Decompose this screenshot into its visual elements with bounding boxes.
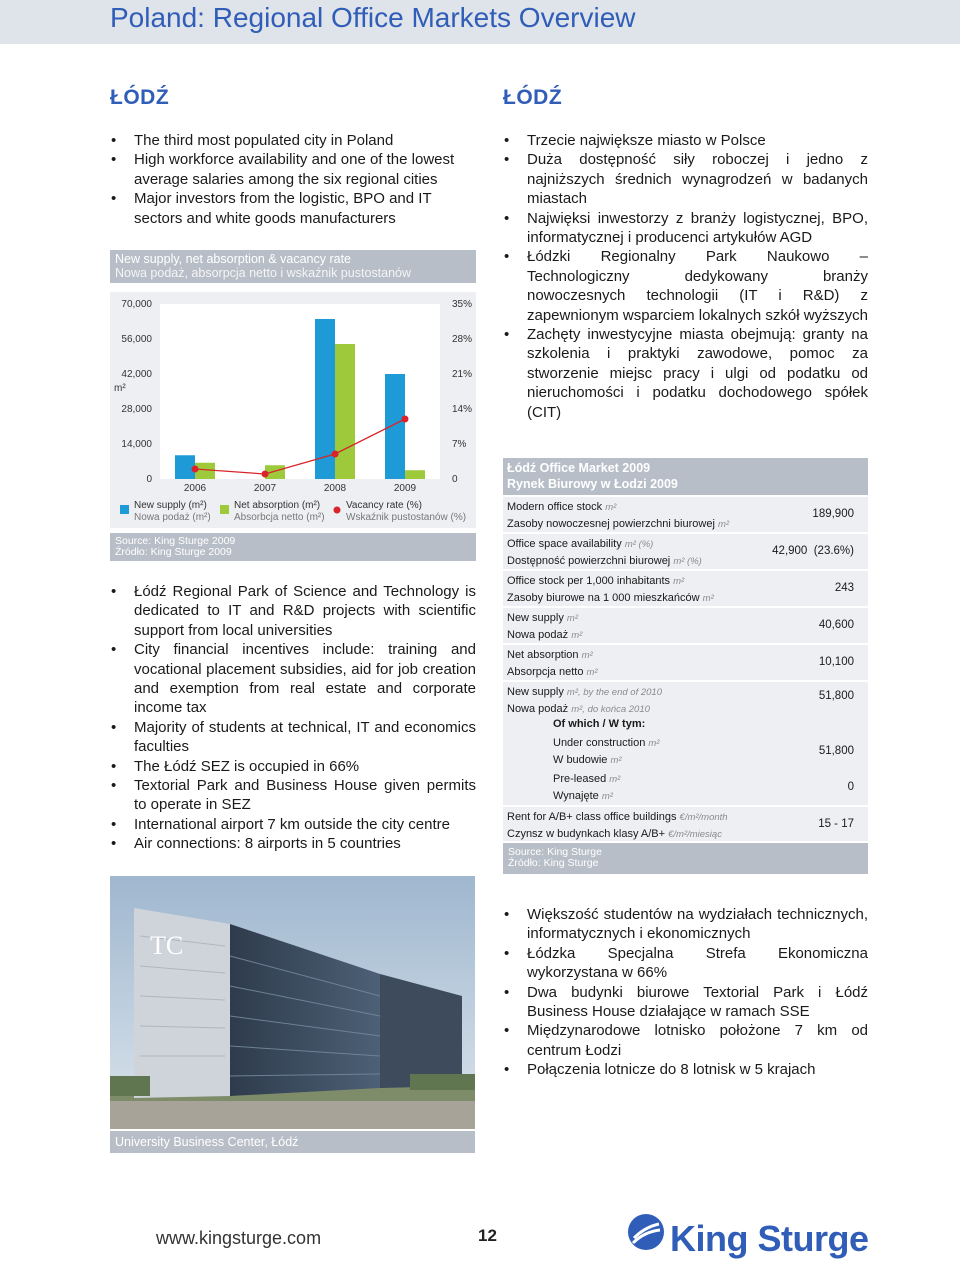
row-label-pl: Zasoby nowoczesnej powierzchni biurowej [507, 518, 715, 530]
list-item: • Majority of students at technical, IT and economics faculties [110, 718, 476, 757]
row-unit-en: m² [581, 650, 593, 661]
row-label-pl: Czynsz w budynkach klasy A/B+ [507, 828, 666, 840]
y2-tick-label: 35% [452, 299, 473, 310]
legend-net-absorption-swatch [220, 505, 229, 514]
row-unit-pl: m² [717, 519, 730, 530]
table-row [503, 571, 868, 606]
row-label-en: Modern office stock [507, 501, 603, 513]
row-label-pl: Dostępność powierzchni biurowej [507, 555, 671, 567]
legend-net-absorption-label-pl: Absorbcja netto (m²) [234, 512, 325, 523]
row-label-en: New supply [507, 612, 564, 624]
legend-vacancy-rate-label-en: Vacancy rate (%) [346, 500, 422, 511]
row-label-en: Office stock per 1,000 inhabitants [507, 575, 671, 587]
row-unit-en: m² [673, 576, 685, 587]
vacancy-rate-point [402, 416, 409, 423]
list-item: • Trzecie największe miasto w Polsce [503, 131, 868, 150]
vacancy-rate-point [332, 451, 339, 458]
legend-new-supply-swatch [120, 505, 129, 514]
bar-net-absorption [195, 463, 215, 479]
supply-absorption-chart [110, 292, 476, 528]
list-item: • Major investors from the logistic, BPO and IT sectors and white goods manufacturers [110, 189, 476, 228]
vacancy-rate-point [192, 466, 199, 473]
row-label-pl: Absorpcja netto [507, 666, 584, 678]
y-tick-label: 70,000 [121, 299, 152, 310]
chart-source-pl: Źródło: King Sturge 2009 [115, 546, 232, 558]
y2-tick-label: 7% [452, 439, 467, 450]
subrow-label-en: Under construction [553, 737, 646, 749]
x-tick-label: 2006 [183, 483, 207, 494]
bar-net-absorption [265, 465, 285, 479]
y-axis-label: m² [114, 383, 126, 394]
legend-net-absorption-label-en: Net absorption (m²) [234, 500, 321, 511]
list-item: • Najwięksi inwestorzy z branży logistycznej, BPO, informatycznej i producenci artykułów AGD [503, 209, 868, 248]
row-label-pl: Nowa podaż [507, 703, 569, 715]
list-item: • Dwa budynki biurowe Textorial Park i Łódź Business House działające w ramach SSE [503, 983, 868, 1022]
y-tick-label: 0 [146, 474, 152, 485]
vacancy-rate-point [262, 471, 269, 478]
page-title: Poland: Regional Office Markets Overview [110, 2, 636, 33]
table-source [503, 843, 868, 874]
subrow-label-en: Pre-leased [553, 773, 607, 785]
table-row [503, 682, 868, 805]
x-tick-label: 2007 [253, 483, 277, 494]
legend-new-supply-label-pl: Nowa podaż (m²) [134, 512, 211, 523]
chart-source-en: Source: King Sturge 2009 [115, 535, 236, 547]
right-bullet-list [503, 131, 868, 422]
row-label-en: Office space availability [507, 538, 622, 550]
row-value: 42,900 (23.6%) [772, 545, 854, 557]
row-unit-en: m², by the end of 2010 [566, 687, 662, 698]
market-title-en: Łódź Office Market 2009 [507, 461, 651, 475]
subrow-label [553, 735, 659, 769]
row-value: 10,100 [818, 656, 854, 668]
row-unit-pl: m² [702, 593, 714, 604]
table-source-pl: Źródło: King Sturge [508, 857, 599, 869]
left-bullet-list-2 [110, 582, 476, 854]
table-row [503, 645, 868, 680]
row-label-pl: Zasoby biurowe na 1 000 mieszkańców [507, 592, 700, 604]
market-title-pl: Rynek Biurowy w Łodzi 2009 [507, 477, 678, 491]
row-label-en: New supply [507, 686, 564, 698]
bar-net-absorption [335, 344, 355, 479]
row-unit-en: m² [566, 613, 578, 624]
list-item: • Połączenia lotnicze do 8 lotnisk w 5 krajach [503, 1060, 868, 1079]
row-value: 243 [834, 582, 854, 594]
subrow-unit-en: m² [648, 738, 660, 749]
list-item: • Textorial Park and Business House given permits to operate in SEZ [110, 776, 476, 815]
building-photo [110, 876, 475, 1129]
list-item: • Łódzki Regionalny Park Naukowo – Technologiczny dedykowany branży nowoczesnych technologii (IT i R&D) z zapewnionym wsparciem lokalnych szkół wyższych [503, 247, 868, 325]
row-label-en: Rent for A/B+ class office buildings [507, 811, 677, 823]
list-item: • International airport 7 km outside the city centre [110, 815, 476, 834]
page-number: 12 [478, 1226, 497, 1245]
building-sign: TC [150, 931, 184, 960]
list-item: • Air connections: 8 airports in 5 countries [110, 834, 476, 853]
x-tick-label: 2009 [393, 483, 417, 494]
photo-caption: University Business Center, Łódź [110, 1131, 475, 1153]
legend-new-supply-label-en: New supply (m²) [134, 500, 207, 511]
list-item: • Międzynarodowe lotnisko położone 7 km od centrum Łodzi [503, 1021, 868, 1060]
row-value: 15 - 17 [818, 818, 854, 830]
right-city-title: ŁÓDŹ [503, 86, 563, 109]
row-unit-en: m² (%) [624, 539, 654, 550]
y2-tick-label: 14% [452, 404, 473, 415]
footer-website-link[interactable]: www.kingsturge.com [156, 1228, 322, 1248]
y2-tick-label: 0 [452, 474, 458, 485]
chart-source [110, 533, 476, 561]
row-unit-pl: m², do końca 2010 [571, 704, 650, 715]
y-tick-label: 42,000 [121, 369, 152, 380]
y-tick-label: 28,000 [121, 404, 152, 415]
row-unit-pl: €/m²/miesiąc [668, 829, 722, 840]
subrow-value: 51,800 [818, 745, 854, 757]
table-row [503, 608, 868, 643]
list-item: • Łódź Regional Park of Science and Technology is dedicated to IT and R&D projects with scientific support from local universities [110, 582, 476, 640]
table-row [503, 534, 868, 569]
of-which-label: Of which / W tym: [553, 718, 646, 730]
list-item: • Duża dostępność siły roboczej i jedno z najniższych średnich wynagrodzeń w badanych miastach [503, 150, 868, 208]
right-bullet-list-2 [503, 905, 868, 1080]
subrow-unit-pl: m² [610, 755, 622, 766]
list-item: • Łódzka Specjalna Strefa Ekonomiczna wykorzystana w 66% [503, 944, 868, 983]
row-unit-en: €/m²/month [679, 812, 728, 823]
list-item: • High workforce availability and one of the lowest average salaries among the six regional cities [110, 150, 476, 189]
row-unit-pl: m² [571, 630, 583, 641]
row-unit-pl: m² [586, 667, 598, 678]
y-tick-label: 56,000 [121, 334, 152, 345]
list-item: • Zachęty inwestycyjne miasta obejmują: granty na szkolenia i praktyki zawodowe, pomoc za stworzenie miejsc pracy i ulgi od podatku od nieruchomości i podatku dochodowego spółek (CIT) [503, 325, 868, 422]
y2-tick-label: 21% [452, 369, 473, 380]
chart-title-band [110, 250, 476, 283]
row-unit-en: m² [605, 502, 617, 513]
row-unit-pl: m² (%) [673, 556, 702, 567]
king-sturge-logo: King Sturge [670, 1218, 869, 1259]
king-sturge-logo-icon [626, 1212, 666, 1252]
row-label-pl: Nowa podaż [507, 629, 569, 641]
y2-tick-label: 28% [452, 334, 473, 345]
x-tick-label: 2008 [323, 483, 347, 494]
subrow-unit-en: m² [609, 774, 621, 785]
list-item: • Większość studentów na wydziałach technicznych, informatycznych i ekonomicznych [503, 905, 868, 944]
market-table-header [503, 458, 868, 495]
page-header [0, 0, 960, 44]
y-tick-label: 14,000 [121, 439, 152, 450]
row-label-en: Net absorption [507, 649, 579, 661]
subrow-value: 0 [847, 781, 854, 793]
bar-new-supply [175, 455, 195, 479]
table-row [503, 497, 868, 532]
table-source-en: Source: King Sturge [508, 846, 602, 858]
list-item: • The third most populated city in Poland [110, 131, 476, 150]
legend-vacancy-rate-label-pl: Wskaźnik pustostanów (%) [346, 512, 467, 523]
left-bullet-list [110, 131, 476, 228]
list-item: • The Łódź SEZ is occupied in 66% [110, 757, 476, 776]
table-row [503, 807, 868, 841]
chart-title-pl: Nowa podaż, absorpcja netto i wskaźnik pustostanów [115, 266, 411, 280]
subrow-label-pl: Wynajęte [553, 790, 599, 802]
row-value: 51,800 [818, 690, 854, 702]
subrow-unit-pl: m² [601, 791, 613, 802]
chart-title-en: New supply, net absorption & vacancy rate [115, 252, 352, 266]
subrow-label [553, 771, 620, 805]
row-value: 40,600 [818, 619, 854, 631]
row-value: 189,900 [812, 508, 854, 520]
bar-new-supply [385, 374, 405, 479]
legend-vacancy-rate-swatch [334, 507, 341, 514]
left-city-title: ŁÓDŹ [110, 86, 170, 109]
bar-net-absorption [405, 470, 425, 479]
subrow-label-pl: W budowie [553, 754, 608, 766]
list-item: • City financial incentives include: training and vocational placement subsidies, aid for job creation and exemption from real estate and corporate income tax [110, 640, 476, 718]
